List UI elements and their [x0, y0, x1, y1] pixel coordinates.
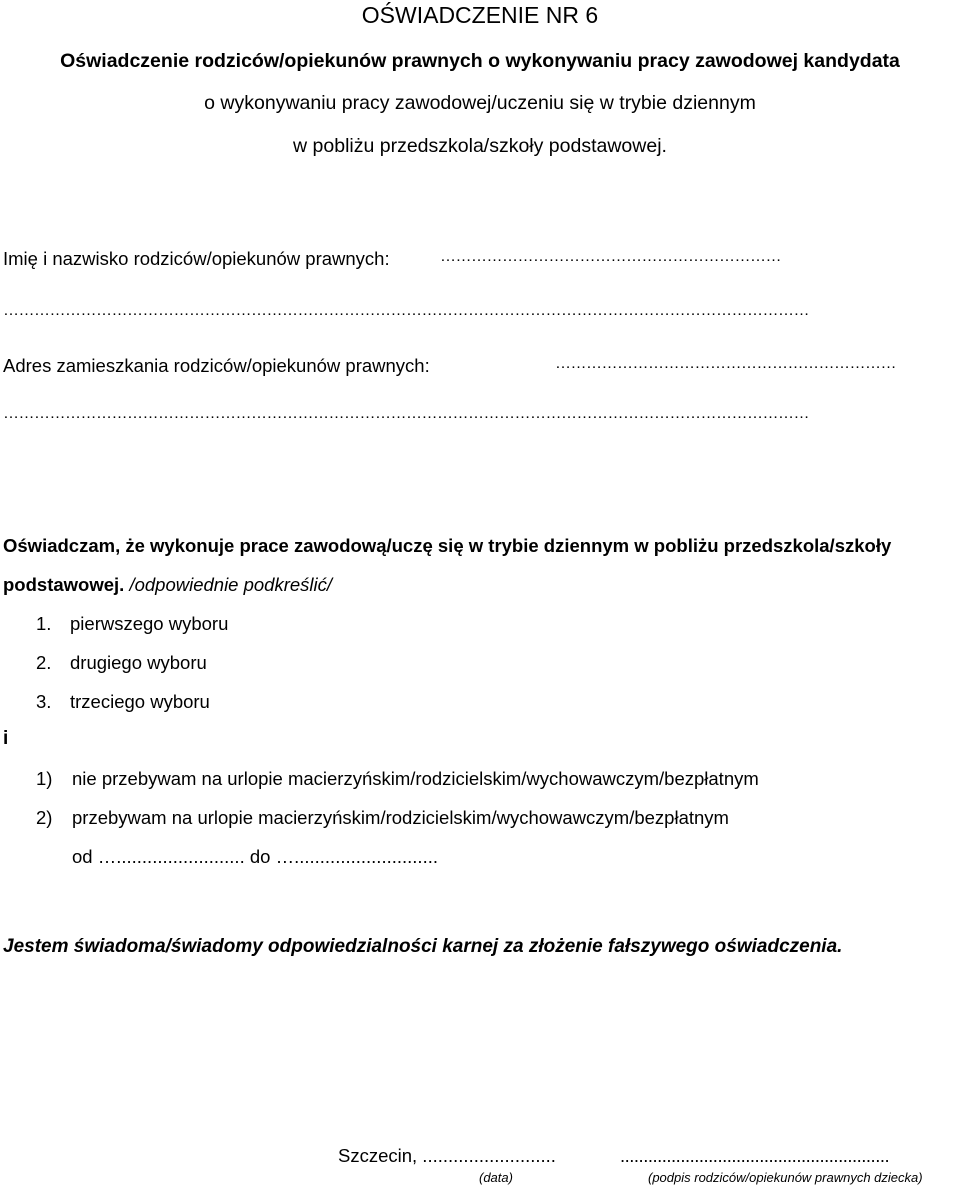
choice-item-2 [36, 652, 207, 674]
parents-name-fill-line: ………………………………………………………… [440, 248, 781, 265]
subtitle-line-2: o wykonywaniu pracy zawodowej/uczeniu się w trybie dziennym [204, 92, 756, 114]
leave-date-range: od …......................... do …............................ [72, 846, 438, 867]
leave-option-number: 2) [36, 807, 53, 828]
subtitle-line-1: Oświadczenie rodziców/opiekunów prawnych o wykonywaniu pracy zawodowej kandydata [60, 50, 900, 72]
underline-note: /odpowiednie podkreślić/ [129, 574, 333, 595]
declaration-line-2-text: podstawowej. [3, 574, 125, 595]
choice-item-1 [36, 613, 228, 635]
choice-text: trzeciego wyboru [70, 691, 210, 712]
conjunction-i: i [3, 728, 9, 749]
subtitle-line-3: w pobliżu przedszkola/szkoły podstawowej. [293, 135, 667, 157]
date-caption: (data) [479, 1170, 513, 1185]
signature-line: .......................................................... [620, 1145, 890, 1166]
choice-text: pierwszego wyboru [70, 613, 229, 634]
address-fill-line: ………………………………………………………… [555, 355, 896, 372]
choice-number: 3. [36, 691, 52, 712]
address-continuation-line: ………………………………………………………………………………………………………………………………………… [3, 405, 809, 422]
leave-option-1 [36, 768, 759, 790]
choice-item-3 [36, 691, 210, 713]
declaration-line-2 [3, 574, 332, 596]
place-date-line: Szczecin, .......................... [338, 1145, 556, 1166]
choice-number: 1. [36, 613, 52, 634]
parents-name-label: Imię i nazwisko rodziców/opiekunów prawnych: [3, 248, 390, 269]
declaration-line-1: Oświadczam, że wykonuje prace zawodową/uczę się w trybie dziennym w pobliżu przedszkola/szkoły [3, 535, 892, 556]
leave-option-number: 1) [36, 768, 53, 789]
leave-option-text: przebywam na urlopie macierzyńskim/rodzicielskim/wychowawczym/bezpłatnym [72, 807, 729, 828]
leave-option-2 [36, 807, 729, 829]
signature-caption: (podpis rodziców/opiekunów prawnych dziecka) [648, 1170, 923, 1185]
document-title: OŚWIADCZENIE NR 6 [361, 2, 599, 28]
liability-warning: Jestem świadoma/świadomy odpowiedzialności karnej za złożenie fałszywego oświadczenia. [3, 936, 843, 957]
parents-name-continuation-line: ………………………………………………………………………………………………………………………………………… [3, 302, 809, 319]
choice-text: drugiego wyboru [70, 652, 207, 673]
leave-option-text: nie przebywam na urlopie macierzyńskim/rodzicielskim/wychowawczym/bezpłatnym [72, 768, 759, 789]
choice-number: 2. [36, 652, 52, 673]
address-label: Adres zamieszkania rodziców/opiekunów prawnych: [3, 355, 430, 376]
